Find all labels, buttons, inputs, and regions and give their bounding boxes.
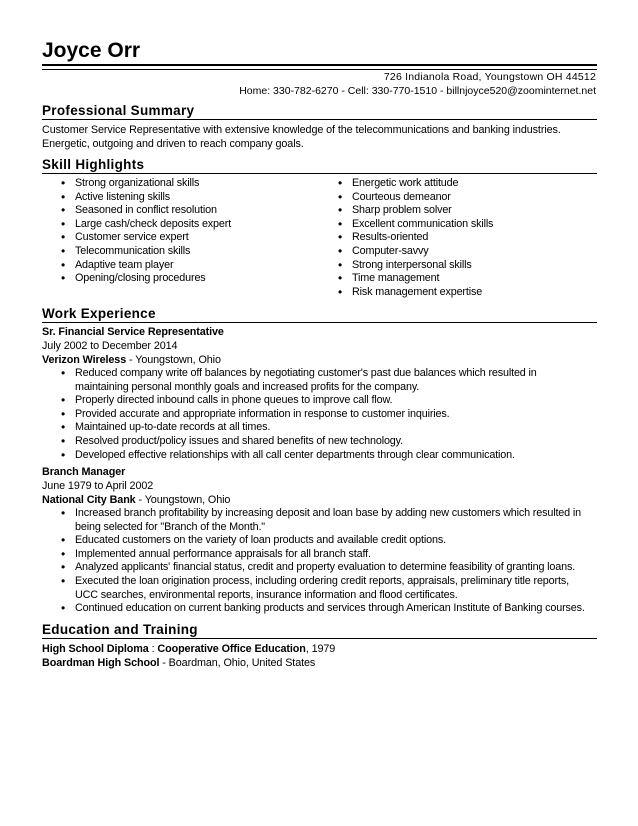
skill-item: • Large cash/check deposits expert bbox=[61, 218, 311, 232]
skill-item: • Strong interpersonal skills bbox=[338, 259, 593, 273]
job-duties-list bbox=[61, 367, 593, 462]
job-title: Branch Manager bbox=[42, 466, 126, 478]
school-name: Boardman High School bbox=[42, 657, 160, 669]
duty-item: • Analyzed applicants' financial status, credit and property evaluation to determine feasibility of granting loans. bbox=[61, 561, 593, 575]
summary-line-2: Energetic, outgoing and driven to reach company goals. bbox=[42, 138, 304, 150]
skill-item: • Computer-savvy bbox=[338, 245, 593, 259]
skills-list-left bbox=[61, 177, 311, 286]
skill-item: • Seasoned in conflict resolution bbox=[61, 204, 311, 218]
duty-item: • Reduced company write off balances by negotiating customer's past due balances which resulted in maintaining personal monthly goals and increased profits for the company. bbox=[61, 367, 593, 394]
skill-item: • Customer service expert bbox=[61, 231, 311, 245]
job-employer bbox=[42, 493, 230, 507]
education-school-line bbox=[42, 656, 315, 670]
section-rule-education bbox=[42, 638, 597, 639]
skill-item: • Opening/closing procedures bbox=[61, 272, 311, 286]
job-employer bbox=[42, 353, 221, 367]
employer-name: National City Bank bbox=[42, 494, 136, 506]
duty-item: • Executed the loan origination process, including ordering credit reports, appraisals, preliminary title reports, UCC searches, environmental reports, insurance information and flood certificates. bbox=[61, 575, 593, 602]
skill-item: • Excellent communication skills bbox=[338, 218, 593, 232]
section-title-experience: Work Experience bbox=[42, 306, 156, 321]
section-rule-skills bbox=[42, 173, 597, 174]
degree-field: Cooperative Office Education bbox=[157, 643, 306, 655]
skill-item: • Sharp problem solver bbox=[338, 204, 593, 218]
employer-name: Verizon Wireless bbox=[42, 354, 127, 366]
degree-name: High School Diploma bbox=[42, 643, 149, 655]
degree-separator: : bbox=[148, 643, 158, 655]
skill-item: • Energetic work attitude bbox=[338, 177, 593, 191]
employer-location: - Youngstown, Ohio bbox=[126, 354, 221, 366]
contact-phones-email: Home: 330-782-6270 - Cell: 330-770-1510 - billnjoyce520@zoominternet.net bbox=[239, 85, 596, 97]
job-title: Sr. Financial Service Representative bbox=[42, 326, 224, 338]
duty-item: • Increased branch profitability by increasing deposit and loan base by adding new customers which resulted in being selected for "Branch of the Month." bbox=[61, 507, 593, 534]
skill-item: • Telecommunication skills bbox=[61, 245, 311, 259]
duty-item: • Implemented annual performance appraisals for all branch staff. bbox=[61, 548, 593, 562]
duty-item: • Maintained up-to-date records at all times. bbox=[61, 421, 593, 435]
skill-item: • Courteous demeanor bbox=[338, 191, 593, 205]
section-title-education: Education and Training bbox=[42, 622, 198, 637]
section-title-skills: Skill Highlights bbox=[42, 157, 145, 172]
contact-address: 726 Indianola Road, Youngstown OH 44512 bbox=[383, 71, 596, 83]
skill-item: • Risk management expertise bbox=[338, 286, 593, 300]
job-duties-list bbox=[61, 507, 593, 616]
summary-line-1: Customer Service Representative with extensive knowledge of the telecommunications and banking industries. bbox=[42, 124, 561, 136]
section-rule-summary bbox=[42, 119, 597, 120]
skill-item: • Time management bbox=[338, 272, 593, 286]
duty-item: • Resolved product/policy issues and shared benefits of new technology. bbox=[61, 435, 593, 449]
duty-item: • Educated customers on the variety of loan products and available credit options. bbox=[61, 534, 593, 548]
skill-item: • Active listening skills bbox=[61, 191, 311, 205]
job-dates: July 2002 to December 2014 bbox=[42, 340, 178, 352]
skill-item: • Adaptive team player bbox=[61, 259, 311, 273]
skill-item: • Results-oriented bbox=[338, 231, 593, 245]
duty-item: • Provided accurate and appropriate information in response to customer inquiries. bbox=[61, 408, 593, 422]
duty-item: • Developed effective relationships with all call center departments through clear communication. bbox=[61, 449, 593, 463]
candidate-name: Joyce Orr bbox=[42, 39, 141, 62]
employer-location: - Youngstown, Ohio bbox=[135, 494, 231, 506]
section-title-summary: Professional Summary bbox=[42, 103, 195, 118]
skill-item: • Strong organizational skills bbox=[61, 177, 311, 191]
duty-item: • Properly directed inbound calls in phone queues to improve call flow. bbox=[61, 394, 593, 408]
duty-item: • Continued education on current banking products and services through American Institute of Banking courses. bbox=[61, 602, 593, 616]
degree-year: , 1979 bbox=[305, 643, 336, 655]
school-location: - Boardman, Ohio, United States bbox=[159, 657, 316, 669]
section-rule-experience bbox=[42, 322, 597, 323]
education-degree-line bbox=[42, 642, 335, 656]
job-dates: June 1979 to April 2002 bbox=[42, 480, 154, 492]
skills-list-right bbox=[338, 177, 593, 299]
